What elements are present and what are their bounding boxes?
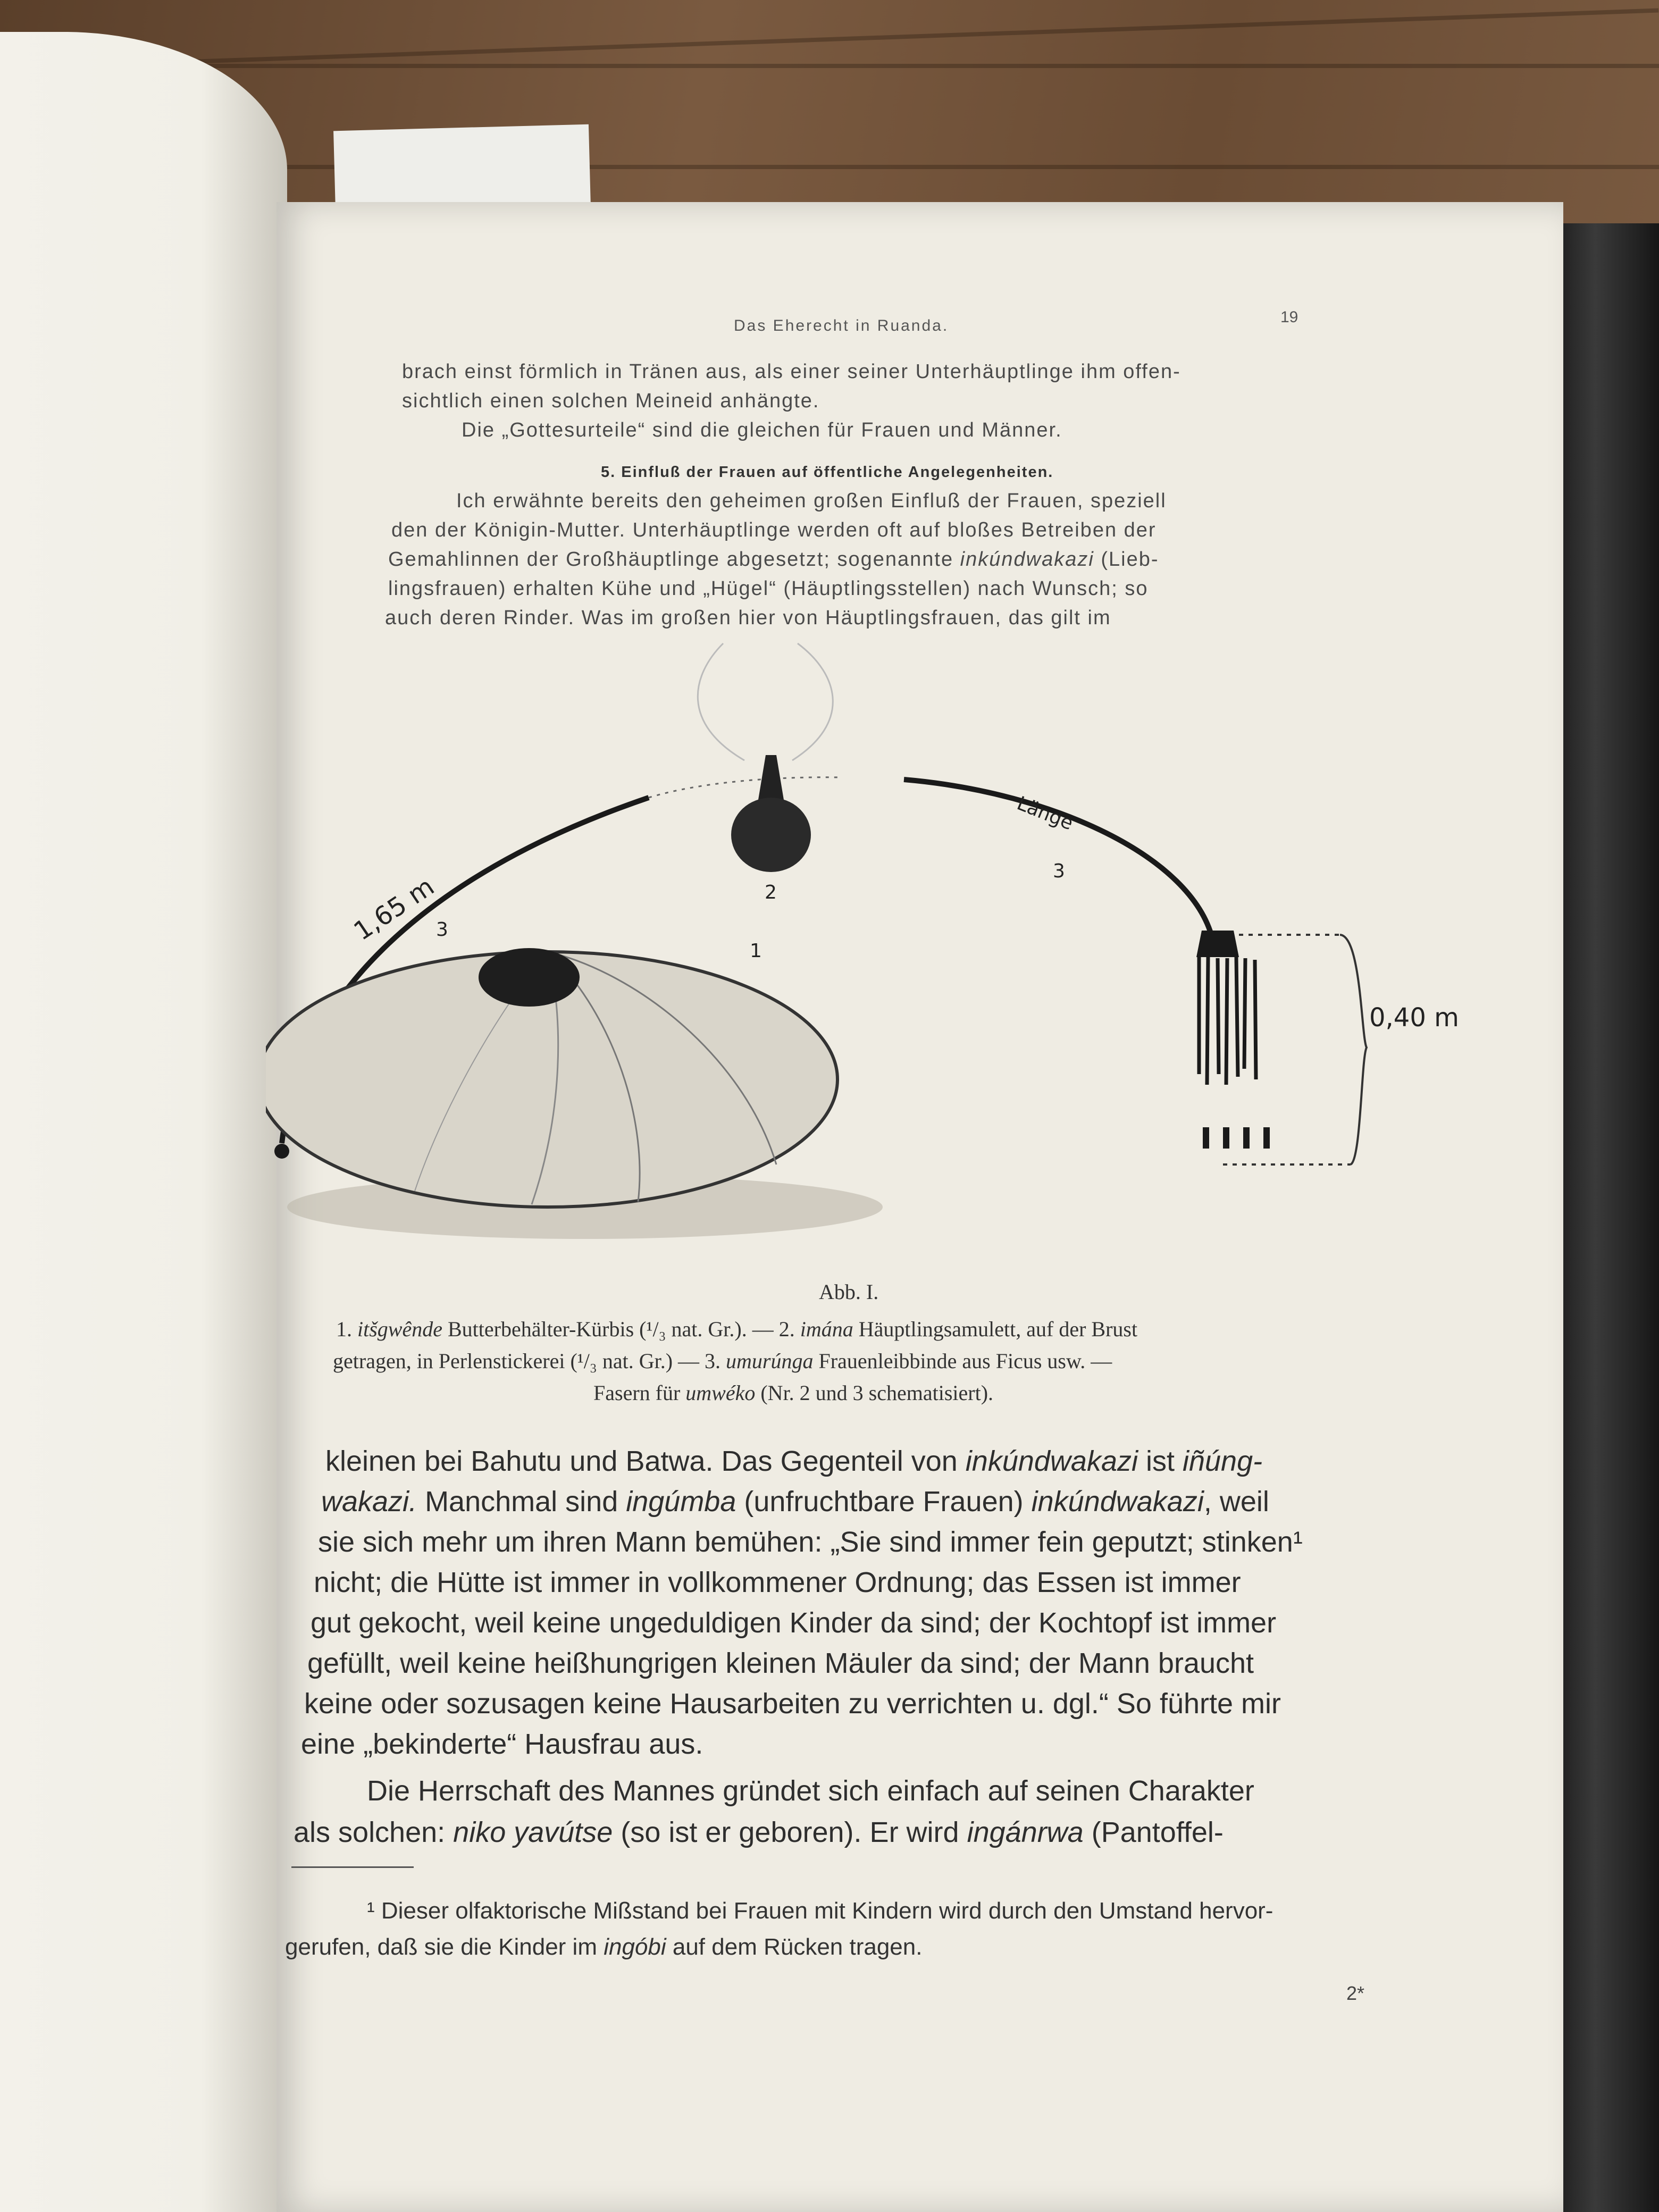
section-paragraph-line: auch deren Rinder. Was im großen hier von Häuptlingsfrauen, das gilt im [385, 607, 1111, 629]
main-paragraph-line: nicht; die Hütte ist immer in vollkommener Ordnung; das Essen ist immer [314, 1566, 1241, 1598]
figure-caption-line: Fasern für umwéko (Nr. 2 und 3 schematisiert). [593, 1381, 994, 1405]
amulet-imana [698, 643, 833, 872]
label-height: 0,40 m [1369, 1003, 1459, 1033]
left-page-curl [0, 32, 287, 2212]
italic-term: inkúndwakazi [1031, 1486, 1204, 1518]
label-number-1: 1 [750, 940, 762, 962]
main-paragraph-line: als solchen: niko yavútse (so ist er geboren). Er wird ingánrwa (Pantoffel- [294, 1816, 1224, 1848]
footnote-line: gerufen, daß sie die Kinder im ingóbi auf dem Rücken tragen. [285, 1934, 923, 1960]
italic-term: wakazi. [321, 1486, 417, 1518]
belt-cord-right [904, 780, 1212, 939]
italic-term: umurúnga [726, 1349, 814, 1373]
main-paragraph-line: Die Herrschaft des Mannes gründet sich einfach auf seinen Charakter [367, 1775, 1254, 1807]
main-paragraph-line: gut gekocht, weil keine ungeduldigen Kinder da sind; der Kochtopf ist immer [311, 1607, 1277, 1639]
italic-term: ingúmba [626, 1486, 736, 1518]
main-paragraph-line: keine oder sozusagen keine Hausarbeiten zu verrichten u. dgl.“ So führte mir [304, 1688, 1281, 1720]
label-length-right: Länge [1013, 792, 1076, 835]
main-paragraph-line: eine „bekinderte“ Hausfrau aus. [301, 1728, 703, 1760]
section-paragraph-line: Gemahlinnen der Großhäuptlinge abgesetzt; sogenannte inkúndwakazi (Lieb- [388, 548, 1159, 571]
footnote-rule [291, 1866, 414, 1868]
main-paragraph-line: gefüllt, weil keine heißhungrigen kleinen Mäuler da sind; der Mann braucht [307, 1647, 1254, 1679]
label-number-3-right: 3 [1053, 860, 1065, 882]
butter-gourd [266, 948, 883, 1239]
italic-term: imána [800, 1317, 853, 1341]
main-paragraph-line: sie sich mehr um ihren Mann bemühen: „Sie sind immer fein geputzt; stinken¹ [318, 1526, 1303, 1558]
running-head: Das Eherecht in Ruanda. [734, 317, 949, 334]
italic-term: itšgwênde [357, 1317, 442, 1341]
italic-term: iñúng- [1183, 1445, 1263, 1477]
section-paragraph-line: lingsfrauen) erhalten Kühe und „Hügel“ (Häuptlingsstellen) nach Wunsch; so [388, 577, 1149, 600]
main-paragraph-line: wakazi. Manchmal sind ingúmba (unfruchtbare Frauen) inkúndwakazi, weil [321, 1486, 1269, 1518]
top-paragraph-line: sichtlich einen solchen Meineid anhängte. [402, 390, 820, 412]
section-paragraph-line: den der Königin-Mutter. Unterhäuptlinge werden oft auf bloßes Betreiben der [391, 519, 1157, 541]
label-length-left: 1,65 m [348, 872, 440, 946]
section-heading: 5. Einfluß der Frauen auf öffentliche Angelegenheiten. [601, 464, 1054, 481]
figure-caption-title: Abb. I. [819, 1280, 879, 1304]
page-number: 19 [1280, 308, 1298, 326]
italic-term: inkúndwakazi [965, 1445, 1138, 1477]
italic-term: ingánrwa [967, 1816, 1084, 1848]
book-binding-edge [1553, 223, 1659, 2212]
figure-illustration [266, 633, 1478, 1271]
label-number-3-left: 3 [436, 919, 448, 941]
belt-fringe-tassel [1196, 931, 1270, 1149]
main-paragraph-line: kleinen bei Bahutu und Batwa. Das Gegenteil von inkúndwakazi ist iñúng- [325, 1445, 1263, 1477]
italic-term: ingóbi [604, 1934, 666, 1960]
footnote-line: ¹ Dieser olfaktorische Mißstand bei Frauen mit Kindern wird durch den Umstand hervor- [367, 1898, 1273, 1924]
top-paragraph-line: brach einst förmlich in Tränen aus, als einer seiner Unterhäuptlinge ihm offen- [402, 361, 1181, 383]
signature-mark: 2* [1346, 1982, 1365, 2004]
belt-cord-dashed-top [649, 777, 840, 798]
top-paragraph-line: Die „Gottesurteile“ sind die gleichen für Frauen und Männer. [462, 419, 1062, 441]
italic-term: umwéko [685, 1381, 756, 1405]
italic-term: inkúndwakazi [960, 548, 1094, 571]
figure-caption-line: getragen, in Perlenstickerei (¹/₃ nat. Gr.) — 3. umurúnga Frauenleibbinde aus Ficus usw. — [333, 1349, 1112, 1373]
section-paragraph-line: Ich erwähnte bereits den geheimen großen Einfluß der Frauen, speziell [456, 490, 1167, 512]
figure-caption-line: 1. itšgwênde Butterbehälter-Kürbis (¹/₃ nat. Gr.). — 2. imána Häuptlingsamulett, auf der Brust [336, 1317, 1138, 1341]
label-number-2: 2 [765, 882, 777, 903]
italic-term: niko yavútse [453, 1816, 613, 1848]
